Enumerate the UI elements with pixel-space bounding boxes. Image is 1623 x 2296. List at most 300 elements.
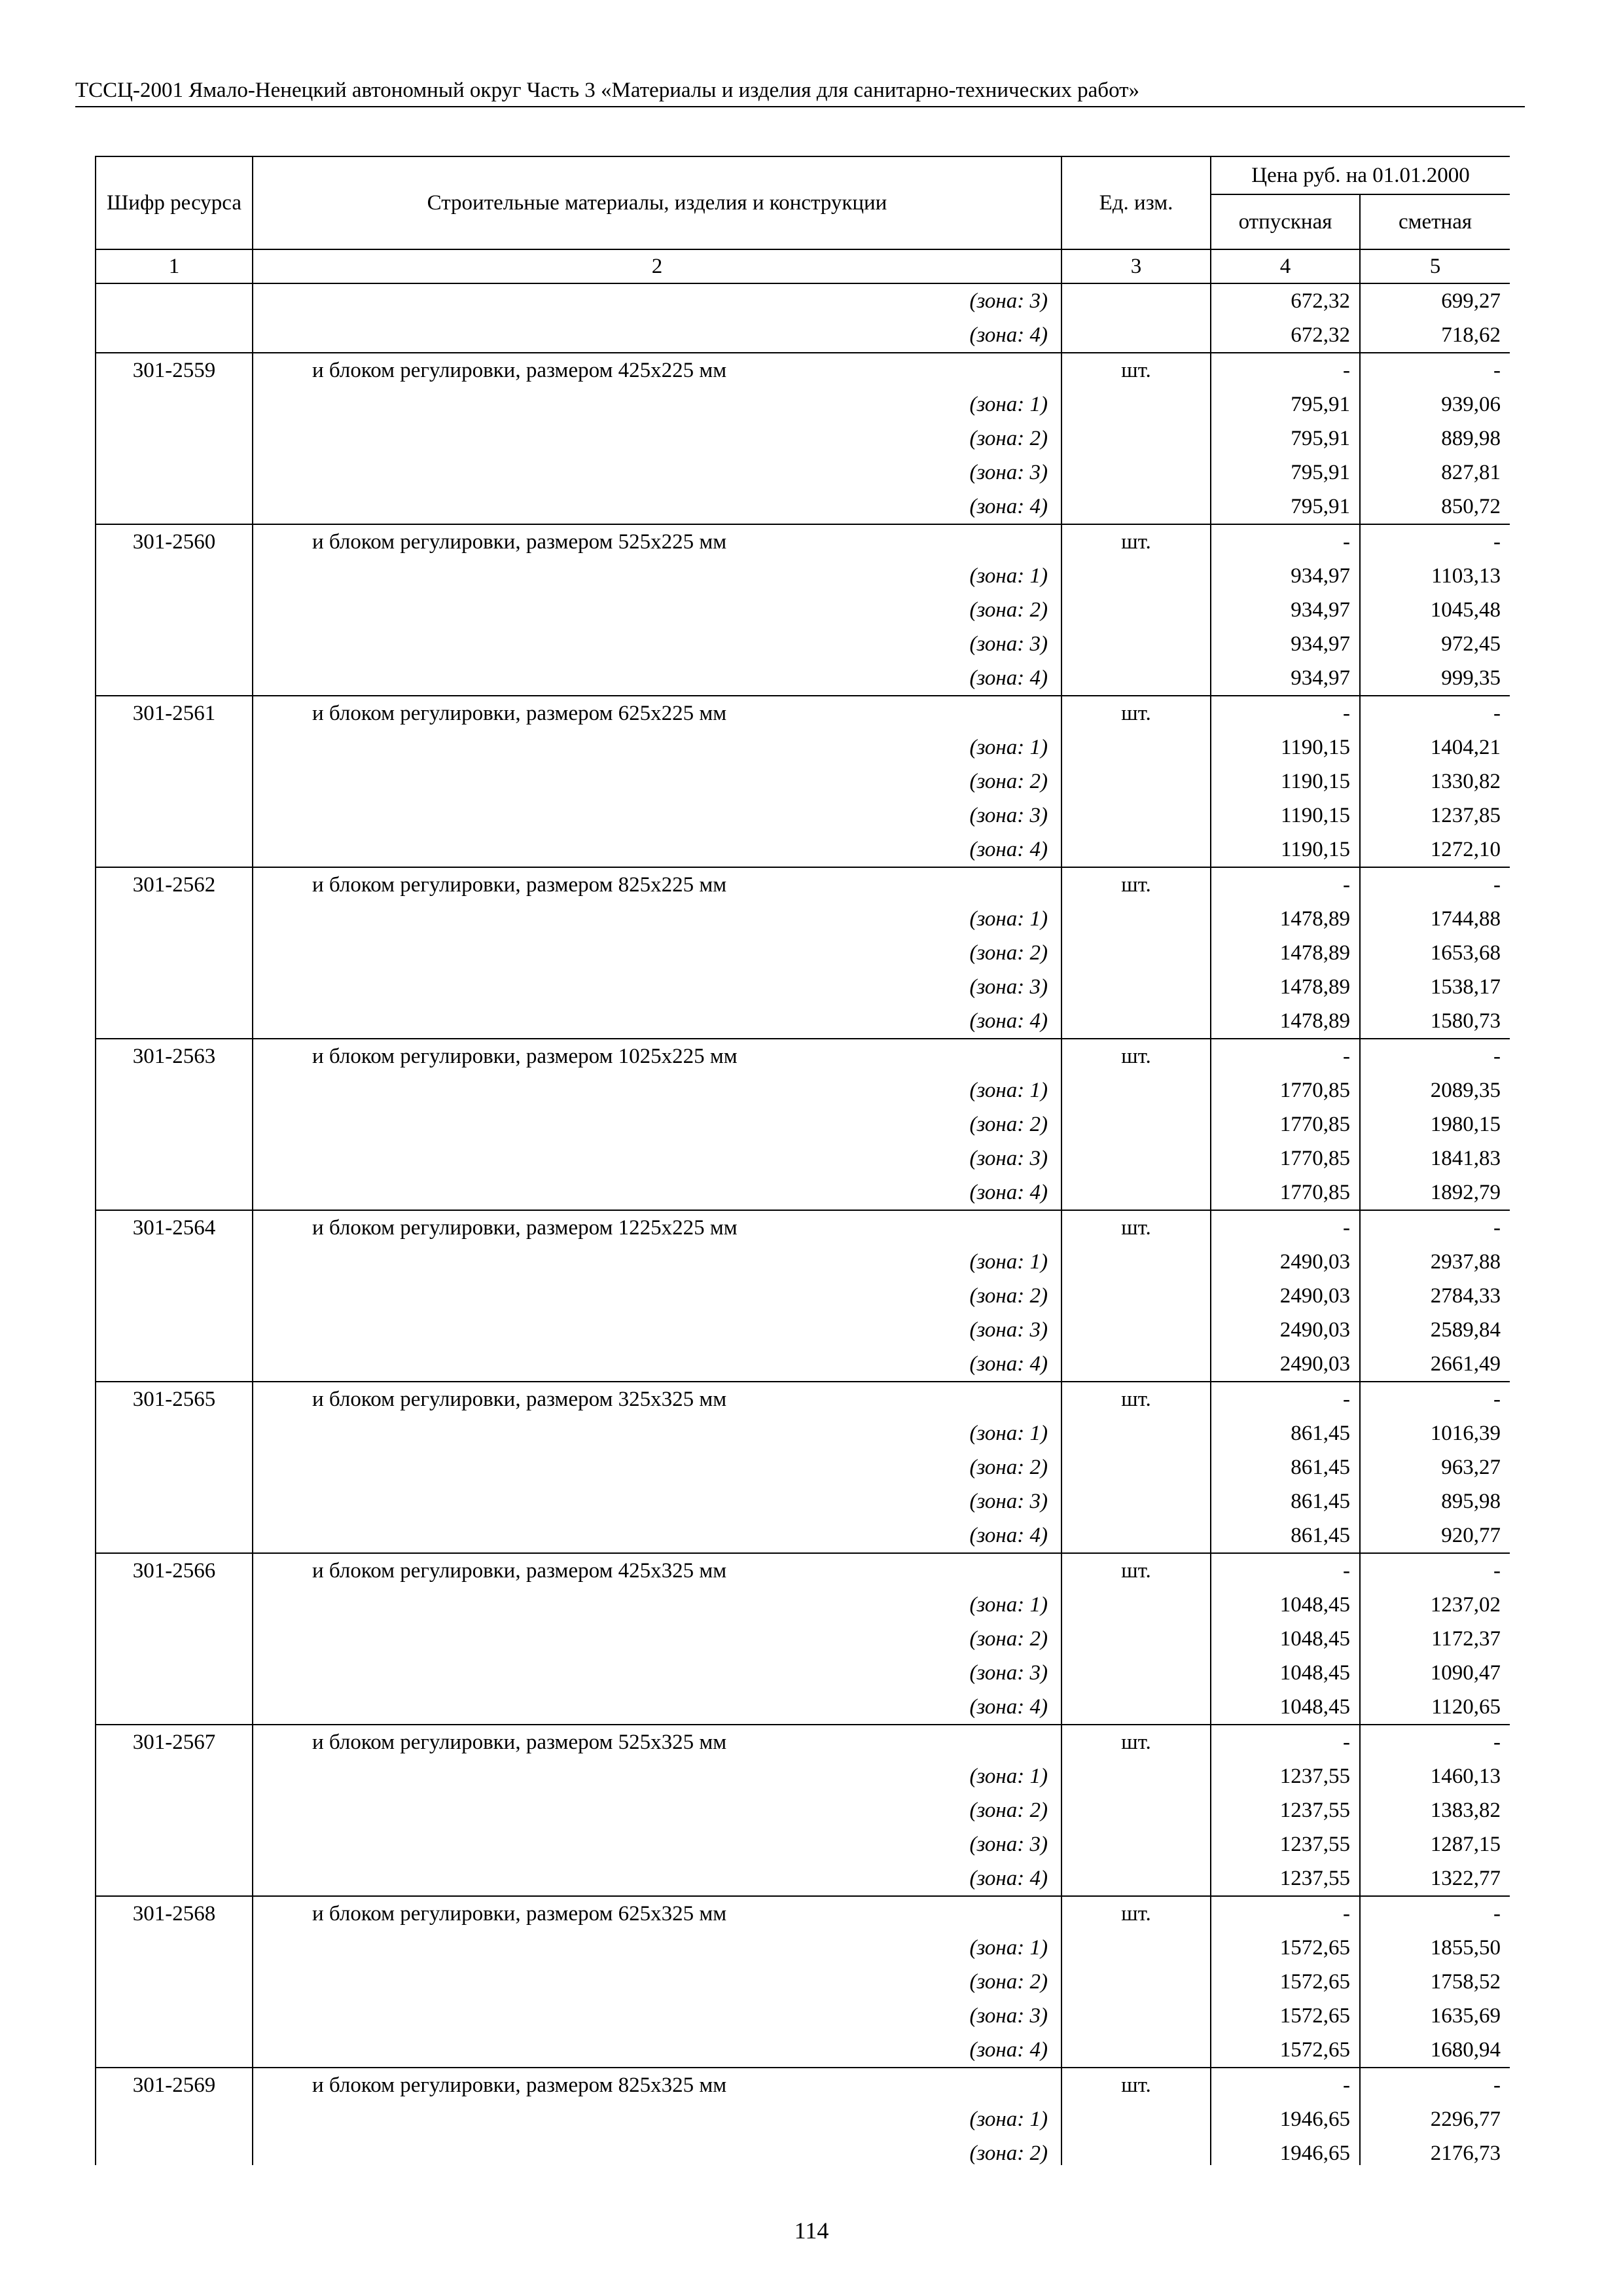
- release-price: 1572,65: [1211, 2033, 1360, 2068]
- estimate-price: 1237,85: [1360, 798, 1510, 833]
- estimate-price: 827,81: [1360, 456, 1510, 490]
- zone-label: (зона: 2): [253, 2136, 1061, 2165]
- estimate-price: 1460,13: [1360, 1759, 1510, 1793]
- zone-row: [96, 627, 1510, 661]
- zone-row: [96, 1931, 1510, 1965]
- zone-row: [96, 902, 1510, 936]
- estimate-price: 1635,69: [1360, 1999, 1510, 2033]
- code-cell: [96, 1073, 253, 1107]
- unit-cell: [1061, 764, 1211, 798]
- unit-cell: [1061, 2033, 1211, 2068]
- code-cell: [96, 1245, 253, 1279]
- estimate-price: -: [1360, 2068, 1510, 2102]
- column-header-name: Строительные материалы, изделия и конструкции: [253, 156, 1061, 249]
- code-cell: [96, 1141, 253, 1175]
- unit-cell: [1061, 456, 1211, 490]
- release-price: -: [1211, 353, 1360, 387]
- zone-label: (зона: 4): [253, 318, 1061, 353]
- resource-row: [96, 696, 1510, 730]
- page-header: ТССЦ-2001 Ямало-Ненецкий автономный округ Часть 3 «Материалы и изделия для санитарно-технических работ»: [75, 77, 1525, 107]
- resource-name: и блоком регулировки, размером 625х225 мм: [253, 696, 1061, 730]
- estimate-price: 1103,13: [1360, 559, 1510, 593]
- resource-code: 301-2568: [96, 1896, 253, 1931]
- zone-label: (зона: 4): [253, 2033, 1061, 2068]
- code-cell: [96, 936, 253, 970]
- zone-label: (зона: 3): [253, 1313, 1061, 1347]
- release-price: 1237,55: [1211, 1759, 1360, 1793]
- unit-cell: шт.: [1061, 1725, 1211, 1759]
- zone-row: [96, 1175, 1510, 1210]
- estimate-price: 1322,77: [1360, 1861, 1510, 1896]
- unit-cell: шт.: [1061, 696, 1211, 730]
- release-price: -: [1211, 696, 1360, 730]
- estimate-price: 1090,47: [1360, 1656, 1510, 1690]
- resource-row: [96, 1896, 1510, 1931]
- release-price: -: [1211, 1896, 1360, 1931]
- resource-code: 301-2566: [96, 1553, 253, 1588]
- estimate-price: -: [1360, 696, 1510, 730]
- resource-code: 301-2561: [96, 696, 253, 730]
- zone-row: [96, 833, 1510, 867]
- release-price: 2490,03: [1211, 1279, 1360, 1313]
- resource-row: [96, 1382, 1510, 1416]
- estimate-price: 850,72: [1360, 490, 1510, 524]
- zone-row: [96, 1347, 1510, 1382]
- estimate-price: 895,98: [1360, 1484, 1510, 1518]
- zone-row: [96, 1999, 1510, 2033]
- zone-label: (зона: 4): [253, 1861, 1061, 1896]
- estimate-price: 963,27: [1360, 1450, 1510, 1484]
- zone-label: (зона: 1): [253, 559, 1061, 593]
- resource-code: 301-2565: [96, 1382, 253, 1416]
- zone-label: (зона: 1): [253, 1931, 1061, 1965]
- zone-label: (зона: 3): [253, 1827, 1061, 1861]
- release-price: 861,45: [1211, 1450, 1360, 1484]
- release-price: 1946,65: [1211, 2136, 1360, 2165]
- unit-cell: [1061, 1861, 1211, 1896]
- unit-cell: [1061, 1965, 1211, 1999]
- column-number: 2: [253, 249, 1061, 283]
- zone-label: (зона: 2): [253, 422, 1061, 456]
- release-price: -: [1211, 524, 1360, 559]
- zone-label: (зона: 4): [253, 490, 1061, 524]
- zone-row: [96, 1793, 1510, 1827]
- zone-row: [96, 1141, 1510, 1175]
- zone-label: (зона: 1): [253, 902, 1061, 936]
- resource-row: [96, 867, 1510, 902]
- code-cell: [96, 1107, 253, 1141]
- zone-label: (зона: 2): [253, 1450, 1061, 1484]
- resource-code: 301-2569: [96, 2068, 253, 2102]
- column-header-release-price: отпускная: [1211, 194, 1360, 249]
- zone-label: (зона: 2): [253, 593, 1061, 627]
- estimate-price: -: [1360, 1382, 1510, 1416]
- resource-name: и блоком регулировки, размером 425х325 мм: [253, 1553, 1061, 1588]
- release-price: 2490,03: [1211, 1347, 1360, 1382]
- unit-cell: [1061, 1656, 1211, 1690]
- code-cell: [96, 1279, 253, 1313]
- unit-cell: [1061, 661, 1211, 696]
- resource-name: и блоком регулировки, размером 525х325 мм: [253, 1725, 1061, 1759]
- estimate-price: 999,35: [1360, 661, 1510, 696]
- page-number: 114: [794, 2217, 829, 2244]
- zone-label: (зона: 3): [253, 1484, 1061, 1518]
- release-price: 1478,89: [1211, 902, 1360, 936]
- release-price: 1237,55: [1211, 1793, 1360, 1827]
- unit-cell: [1061, 1313, 1211, 1347]
- estimate-price: 1653,68: [1360, 936, 1510, 970]
- zone-label: (зона: 4): [253, 833, 1061, 867]
- release-price: -: [1211, 1210, 1360, 1245]
- estimate-price: 920,77: [1360, 1518, 1510, 1553]
- estimate-price: -: [1360, 1039, 1510, 1073]
- estimate-price: 1287,15: [1360, 1827, 1510, 1861]
- estimate-price: 889,98: [1360, 422, 1510, 456]
- zone-label: (зона: 1): [253, 1759, 1061, 1793]
- unit-cell: [1061, 970, 1211, 1004]
- release-price: 1190,15: [1211, 730, 1360, 764]
- zone-row: [96, 1759, 1510, 1793]
- code-cell: [96, 2102, 253, 2136]
- zone-label: (зона: 2): [253, 1793, 1061, 1827]
- code-cell: [96, 1004, 253, 1039]
- release-price: 1190,15: [1211, 764, 1360, 798]
- release-price: 1237,55: [1211, 1827, 1360, 1861]
- zone-row: [96, 1073, 1510, 1107]
- unit-cell: [1061, 1107, 1211, 1141]
- resource-name: и блоком регулировки, размером 825х225 мм: [253, 867, 1061, 902]
- code-cell: [96, 1313, 253, 1347]
- estimate-price: 1172,37: [1360, 1622, 1510, 1656]
- table-body: [96, 283, 1510, 2165]
- resource-code: 301-2559: [96, 353, 253, 387]
- resource-row: [96, 524, 1510, 559]
- zone-row: [96, 764, 1510, 798]
- zone-row: [96, 936, 1510, 970]
- resource-name: и блоком регулировки, размером 625х325 мм: [253, 1896, 1061, 1931]
- estimate-price: -: [1360, 1210, 1510, 1245]
- zone-label: (зона: 4): [253, 1347, 1061, 1382]
- release-price: 1478,89: [1211, 970, 1360, 1004]
- unit-cell: [1061, 1793, 1211, 1827]
- resource-row: [96, 1210, 1510, 1245]
- unit-cell: [1061, 936, 1211, 970]
- release-price: 1572,65: [1211, 1999, 1360, 2033]
- zone-row: [96, 1622, 1510, 1656]
- column-header-code: Шифр ресурса: [96, 156, 253, 249]
- unit-cell: [1061, 833, 1211, 867]
- zone-row: [96, 1004, 1510, 1039]
- estimate-price: 972,45: [1360, 627, 1510, 661]
- estimate-price: 2661,49: [1360, 1347, 1510, 1382]
- code-cell: [96, 1622, 253, 1656]
- code-cell: [96, 2136, 253, 2165]
- code-cell: [96, 593, 253, 627]
- zone-row: [96, 730, 1510, 764]
- zone-row: [96, 2033, 1510, 2068]
- zone-label: (зона: 2): [253, 1622, 1061, 1656]
- unit-cell: [1061, 1141, 1211, 1175]
- unit-cell: [1061, 1073, 1211, 1107]
- resource-code: 301-2563: [96, 1039, 253, 1073]
- unit-cell: [1061, 1416, 1211, 1450]
- estimate-price: 1404,21: [1360, 730, 1510, 764]
- estimate-price: 2296,77: [1360, 2102, 1510, 2136]
- resource-code: 301-2560: [96, 524, 253, 559]
- estimate-price: 1892,79: [1360, 1175, 1510, 1210]
- release-price: 934,97: [1211, 627, 1360, 661]
- release-price: -: [1211, 1382, 1360, 1416]
- release-price: 1048,45: [1211, 1690, 1360, 1725]
- zone-row: [96, 1861, 1510, 1896]
- estimate-price: 718,62: [1360, 318, 1510, 353]
- release-price: -: [1211, 867, 1360, 902]
- unit-cell: [1061, 2102, 1211, 2136]
- unit-cell: шт.: [1061, 1382, 1211, 1416]
- zone-row: [96, 1518, 1510, 1553]
- zone-row: [96, 283, 1510, 318]
- release-price: 1478,89: [1211, 936, 1360, 970]
- column-number: 3: [1061, 249, 1211, 283]
- resource-name: и блоком регулировки, размером 1225х225 мм: [253, 1210, 1061, 1245]
- estimate-price: 1980,15: [1360, 1107, 1510, 1141]
- release-price: 1048,45: [1211, 1622, 1360, 1656]
- code-cell: [96, 764, 253, 798]
- release-price: 1770,85: [1211, 1175, 1360, 1210]
- estimate-price: -: [1360, 524, 1510, 559]
- unit-cell: [1061, 2136, 1211, 2165]
- resource-name: и блоком регулировки, размером 825х325 мм: [253, 2068, 1061, 2102]
- code-cell: [96, 1793, 253, 1827]
- estimate-price: 1841,83: [1360, 1141, 1510, 1175]
- release-price: 861,45: [1211, 1416, 1360, 1450]
- zone-label: (зона: 2): [253, 1107, 1061, 1141]
- unit-cell: шт.: [1061, 353, 1211, 387]
- unit-cell: [1061, 1484, 1211, 1518]
- zone-row: [96, 422, 1510, 456]
- zone-label: (зона: 1): [253, 1245, 1061, 1279]
- code-cell: [96, 1931, 253, 1965]
- code-cell: [96, 422, 253, 456]
- unit-cell: [1061, 1004, 1211, 1039]
- unit-cell: [1061, 1175, 1211, 1210]
- zone-label: (зона: 3): [253, 798, 1061, 833]
- code-cell: [96, 559, 253, 593]
- column-number: 1: [96, 249, 253, 283]
- unit-cell: [1061, 1999, 1211, 2033]
- estimate-price: 1330,82: [1360, 764, 1510, 798]
- code-cell: [96, 1347, 253, 1382]
- zone-label: (зона: 3): [253, 456, 1061, 490]
- code-cell: [96, 1999, 253, 2033]
- resource-code: 301-2564: [96, 1210, 253, 1245]
- column-header-unit: Ед. изм.: [1061, 156, 1211, 249]
- zone-label: (зона: 3): [253, 1999, 1061, 2033]
- release-price: 795,91: [1211, 422, 1360, 456]
- unit-cell: [1061, 1622, 1211, 1656]
- price-table-wrapper: [95, 156, 1510, 2165]
- estimate-price: 2937,88: [1360, 1245, 1510, 1279]
- zone-row: [96, 2136, 1510, 2165]
- zone-label: (зона: 1): [253, 1416, 1061, 1450]
- zone-row: [96, 1965, 1510, 1999]
- resource-code: 301-2562: [96, 867, 253, 902]
- zone-row: [96, 2102, 1510, 2136]
- code-cell: [96, 1588, 253, 1622]
- release-price: 1770,85: [1211, 1073, 1360, 1107]
- zone-label: (зона: 1): [253, 730, 1061, 764]
- unit-cell: шт.: [1061, 1210, 1211, 1245]
- release-price: 1478,89: [1211, 1004, 1360, 1039]
- code-cell: [96, 1450, 253, 1484]
- unit-cell: шт.: [1061, 1553, 1211, 1588]
- unit-cell: [1061, 902, 1211, 936]
- release-price: 1048,45: [1211, 1588, 1360, 1622]
- zone-row: [96, 1484, 1510, 1518]
- unit-cell: [1061, 1245, 1211, 1279]
- code-cell: [96, 387, 253, 422]
- zone-label: (зона: 3): [253, 1656, 1061, 1690]
- unit-cell: шт.: [1061, 524, 1211, 559]
- unit-cell: шт.: [1061, 867, 1211, 902]
- release-price: 934,97: [1211, 593, 1360, 627]
- unit-cell: [1061, 387, 1211, 422]
- code-cell: [96, 1861, 253, 1896]
- code-cell: [96, 970, 253, 1004]
- unit-cell: [1061, 422, 1211, 456]
- column-header-estimate-price: сметная: [1360, 194, 1510, 249]
- zone-label: (зона: 3): [253, 283, 1061, 318]
- estimate-price: 1272,10: [1360, 833, 1510, 867]
- zone-label: (зона: 2): [253, 1965, 1061, 1999]
- zone-row: [96, 661, 1510, 696]
- release-price: 1237,55: [1211, 1861, 1360, 1896]
- zone-row: [96, 1245, 1510, 1279]
- zone-label: (зона: 4): [253, 1175, 1061, 1210]
- unit-cell: [1061, 559, 1211, 593]
- unit-cell: [1061, 318, 1211, 353]
- resource-name: и блоком регулировки, размером 425х225 мм: [253, 353, 1061, 387]
- estimate-price: 1680,94: [1360, 2033, 1510, 2068]
- estimate-price: 1237,02: [1360, 1588, 1510, 1622]
- code-cell: [96, 1175, 253, 1210]
- zone-row: [96, 798, 1510, 833]
- estimate-price: 2176,73: [1360, 2136, 1510, 2165]
- zone-row: [96, 1279, 1510, 1313]
- code-cell: [96, 1416, 253, 1450]
- zone-label: (зона: 2): [253, 764, 1061, 798]
- release-price: 795,91: [1211, 456, 1360, 490]
- release-price: 861,45: [1211, 1518, 1360, 1553]
- release-price: 2490,03: [1211, 1313, 1360, 1347]
- unit-cell: [1061, 1347, 1211, 1382]
- zone-label: (зона: 4): [253, 1004, 1061, 1039]
- resource-name: и блоком регулировки, размером 525х225 мм: [253, 524, 1061, 559]
- resource-row: [96, 1725, 1510, 1759]
- estimate-price: 1045,48: [1360, 593, 1510, 627]
- code-cell: [96, 1759, 253, 1793]
- zone-label: (зона: 3): [253, 970, 1061, 1004]
- code-cell: [96, 902, 253, 936]
- unit-cell: шт.: [1061, 1039, 1211, 1073]
- estimate-price: -: [1360, 353, 1510, 387]
- release-price: 1572,65: [1211, 1965, 1360, 1999]
- unit-cell: [1061, 1690, 1211, 1725]
- zone-label: (зона: 1): [253, 2102, 1061, 2136]
- code-cell: [96, 456, 253, 490]
- estimate-price: 699,27: [1360, 283, 1510, 318]
- zone-row: [96, 593, 1510, 627]
- unit-cell: [1061, 627, 1211, 661]
- estimate-price: 1383,82: [1360, 1793, 1510, 1827]
- unit-cell: [1061, 1518, 1211, 1553]
- zone-label: (зона: 1): [253, 1073, 1061, 1107]
- resource-row: [96, 1553, 1510, 1588]
- release-price: -: [1211, 1039, 1360, 1073]
- release-price: -: [1211, 1725, 1360, 1759]
- zone-row: [96, 970, 1510, 1004]
- release-price: 1190,15: [1211, 833, 1360, 867]
- unit-cell: [1061, 798, 1211, 833]
- unit-cell: [1061, 1827, 1211, 1861]
- release-price: 1946,65: [1211, 2102, 1360, 2136]
- code-cell: [96, 318, 253, 353]
- code-cell: [96, 798, 253, 833]
- estimate-price: 2589,84: [1360, 1313, 1510, 1347]
- code-cell: [96, 1484, 253, 1518]
- column-header-price: Цена руб. на 01.01.2000: [1211, 156, 1510, 194]
- zone-label: (зона: 4): [253, 1690, 1061, 1725]
- zone-label: (зона: 3): [253, 1141, 1061, 1175]
- release-price: 795,91: [1211, 387, 1360, 422]
- estimate-price: 1758,52: [1360, 1965, 1510, 1999]
- release-price: 672,32: [1211, 318, 1360, 353]
- release-price: 672,32: [1211, 283, 1360, 318]
- estimate-price: 1580,73: [1360, 1004, 1510, 1039]
- code-cell: [96, 490, 253, 524]
- code-cell: [96, 1656, 253, 1690]
- estimate-price: -: [1360, 1553, 1510, 1588]
- zone-label: (зона: 4): [253, 661, 1061, 696]
- unit-cell: [1061, 1450, 1211, 1484]
- code-cell: [96, 1690, 253, 1725]
- estimate-price: 939,06: [1360, 387, 1510, 422]
- zone-row: [96, 559, 1510, 593]
- code-cell: [96, 2033, 253, 2068]
- release-price: 934,97: [1211, 559, 1360, 593]
- code-cell: [96, 730, 253, 764]
- release-price: 1190,15: [1211, 798, 1360, 833]
- release-price: 1770,85: [1211, 1107, 1360, 1141]
- column-number: 4: [1211, 249, 1360, 283]
- estimate-price: -: [1360, 1896, 1510, 1931]
- zone-row: [96, 1690, 1510, 1725]
- release-price: 795,91: [1211, 490, 1360, 524]
- zone-label: (зона: 2): [253, 1279, 1061, 1313]
- unit-cell: [1061, 283, 1211, 318]
- estimate-price: 1744,88: [1360, 902, 1510, 936]
- release-price: 861,45: [1211, 1484, 1360, 1518]
- code-cell: [96, 833, 253, 867]
- resource-row: [96, 1039, 1510, 1073]
- price-table: [95, 156, 1510, 2165]
- estimate-price: 2784,33: [1360, 1279, 1510, 1313]
- resource-name: и блоком регулировки, размером 325х325 мм: [253, 1382, 1061, 1416]
- unit-cell: [1061, 1588, 1211, 1622]
- release-price: 1048,45: [1211, 1656, 1360, 1690]
- release-price: 1572,65: [1211, 1931, 1360, 1965]
- unit-cell: шт.: [1061, 2068, 1211, 2102]
